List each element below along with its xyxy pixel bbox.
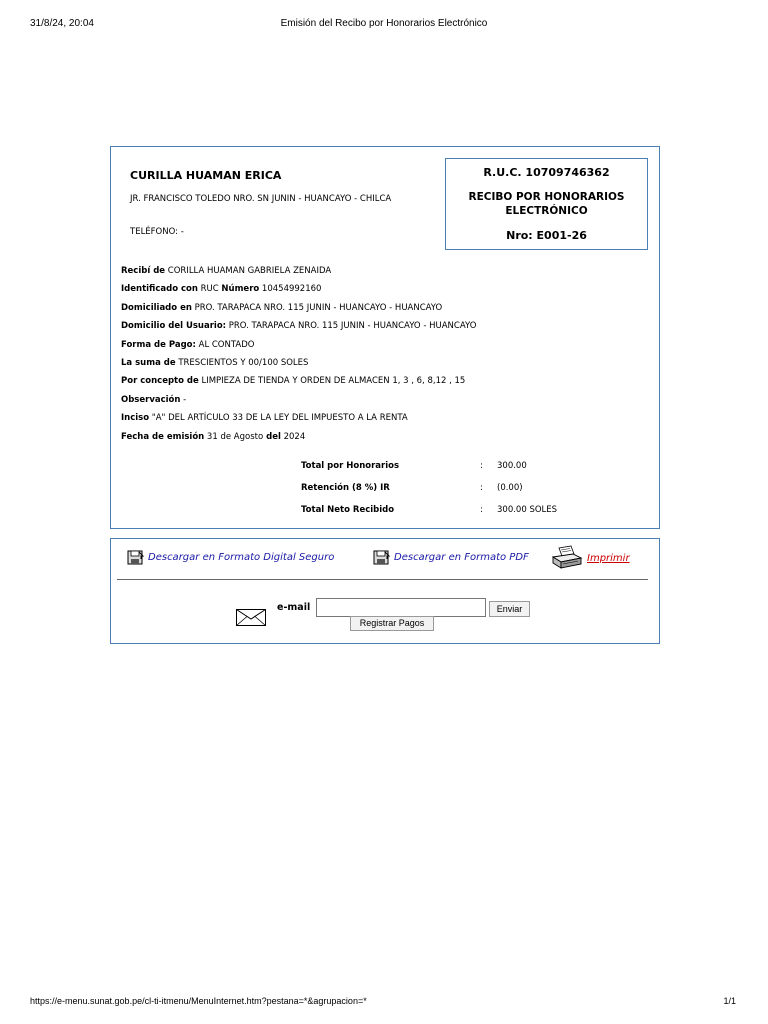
- download-pdf-link[interactable]: Descargar en Formato PDF: [373, 550, 529, 565]
- envelope-icon: [236, 609, 266, 626]
- document-type: RECIBO POR HONORARIOS ELECTRÓNICO: [468, 191, 625, 217]
- download-disk-icon: [127, 550, 144, 565]
- detail-observation: Observación -: [121, 394, 187, 405]
- print-header-date: 31/8/24, 20:04: [30, 18, 94, 29]
- email-label: e-mail: [277, 602, 311, 613]
- actions-panel: [110, 538, 660, 644]
- divider: [117, 579, 648, 580]
- issuer-phone: TELÉFONO: -: [130, 227, 184, 237]
- print-link[interactable]: Imprimir: [551, 545, 630, 571]
- totals-table: [301, 461, 601, 527]
- ruc-box: [445, 158, 648, 250]
- receipt-panel: [110, 146, 660, 529]
- detail-concept: Por concepto de LIMPIEZA DE TIENDA Y ORDEN DE ALMACEN 1, 3 , 6, 8,12 , 15: [121, 376, 466, 387]
- ruc-number: R.U.C. 10709746362: [483, 166, 610, 179]
- print-header-title: Emisión del Recibo por Honorarios Electrónico: [280, 18, 488, 29]
- receipt-details: [121, 266, 476, 450]
- detail-domicile: Domiciliado en PRO. TARAPACA NRO. 115 JUNIN - HUANCAYO - HUANCAYO: [121, 302, 443, 313]
- download-secure-link[interactable]: Descargar en Formato Digital Seguro: [127, 550, 334, 565]
- issuer-name: CURILLA HUAMAN ERICA: [130, 169, 282, 182]
- register-payments-button[interactable]: Registrar Pagos: [350, 616, 434, 631]
- download-disk-icon: [373, 550, 390, 565]
- detail-clause: Inciso "A" DEL ARTÍCULO 33 DE LA LEY DEL IMPUESTO A LA RENTA: [121, 413, 408, 424]
- total-row-fees: Total por Honorarios : 300.00: [301, 461, 527, 471]
- total-row-retention: Retención (8 %) IR : (0.00): [301, 483, 523, 493]
- total-row-net: Total Neto Recibido : 300.00 SOLES: [301, 505, 558, 515]
- detail-payment-method: Forma de Pago: AL CONTADO: [121, 339, 255, 350]
- detail-issue-date: Fecha de emisión 31 de Agosto del 2024: [121, 431, 306, 442]
- print-footer-page: 1/1: [723, 996, 736, 1006]
- detail-identification: Identificado con RUC Número 10454992160: [121, 284, 322, 295]
- issuer-address: JR. FRANCISCO TOLEDO NRO. SN JUNIN - HUANCAYO - CHILCA: [130, 194, 392, 204]
- detail-amount-words: La suma de TRESCIENTOS Y 00/100 SOLES: [121, 357, 309, 368]
- document-number: Nro: E001-26: [506, 229, 587, 242]
- print-footer-url: https://e-menu.sunat.gob.pe/cl-ti-itmenu/MenuInternet.htm?pestana=*&agrupacion=*: [30, 996, 367, 1006]
- printer-icon: [551, 545, 583, 571]
- send-button[interactable]: Enviar: [489, 601, 530, 617]
- detail-user-domicile: Domicilio del Usuario: PRO. TARAPACA NRO. 115 JUNIN - HUANCAYO - HUANCAYO: [121, 321, 477, 332]
- email-input[interactable]: [316, 598, 486, 617]
- detail-recipient: Recibí de CORILLA HUAMAN GABRIELA ZENAIDA: [121, 266, 332, 276]
